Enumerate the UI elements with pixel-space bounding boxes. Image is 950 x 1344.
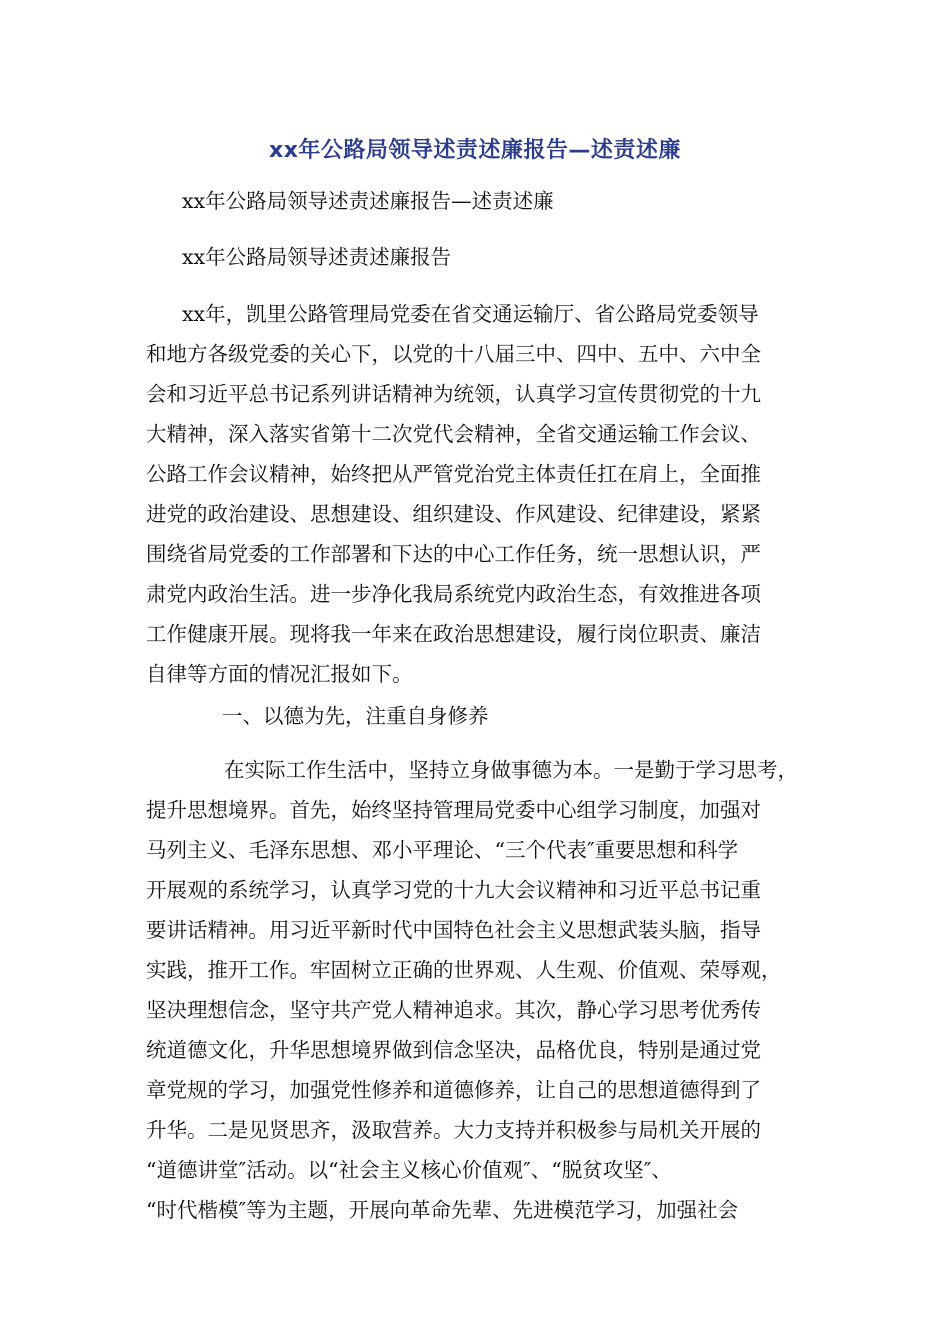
paragraph-line: “道德讲堂″活动。以“社会主义核心价值观″、“脱贫攻坚″、 bbox=[146, 1158, 672, 1182]
paragraph-intro bbox=[146, 294, 801, 694]
subtitle-line-2 bbox=[146, 237, 837, 277]
paragraph-line: 马列主义、毛泽东思想、邓小平理论、“三个代表″重要思想和科学 bbox=[146, 838, 739, 862]
document-title: xx年公路局领导述责述廉报告—述责述廉 bbox=[269, 138, 681, 163]
paragraph-line: 提升思想境界。首先，始终坚持管理局党委中心组学习制度，加强对 bbox=[146, 798, 761, 822]
paragraph-line: 章党规的学习，加强党性修养和道德修养，让自己的思想道德得到了 bbox=[146, 1078, 761, 1102]
paragraph-line: 坚决理想信念，坚守共产党人精神追求。其次，静心学习思考优秀传 bbox=[146, 998, 761, 1022]
paragraph-line: 升华。二是见贤思齐，汲取营养。大力支持并积极参与局机关开展的 bbox=[146, 1118, 761, 1142]
paragraph-line: xx年，凯里公路管理局党委在省交通运输厅、省公路局党委领导 bbox=[182, 302, 759, 326]
paragraph-line: 要讲话精神。用习近平新时代中国特色社会主义思想武装头脑，指导 bbox=[146, 918, 761, 942]
paragraph-line: 和地方各级党委的关心下，以党的十八届三中、四中、五中、六中全 bbox=[146, 342, 761, 366]
paragraph-line: 自律等方面的情况汇报如下。 bbox=[146, 662, 413, 686]
paragraph-line: 大精神，深入落实省第十二次党代会精神，全省交通运输工作会议、 bbox=[146, 422, 761, 446]
paragraph-line: 公路工作会议精神，始终把从严管党治党主体责任扛在肩上，全面推 bbox=[146, 462, 761, 486]
paragraph-line: “时代楷模″等为主题，开展向革命先辈、先进模范学习，加强社会 bbox=[146, 1198, 739, 1222]
paragraph-section-1 bbox=[146, 750, 801, 1230]
paragraph-line: 工作健康开展。现将我一年来在政治思想建设，履行岗位职责、廉洁 bbox=[146, 622, 761, 646]
paragraph-line: 围绕省局党委的工作部署和下达的中心工作任务，统一思想认识，严 bbox=[146, 542, 761, 566]
paragraph-line: 实践，推开工作。牢固树立正确的世界观、人生观、价值观、荣辱观， bbox=[146, 958, 782, 982]
paragraph-line: 统道德文化，升华思想境界做到信念坚决，品格优良，特别是通过党 bbox=[146, 1038, 761, 1062]
paragraph-line: 在实际工作生活中，坚持立身做事德为本。一是勤于学习思考， bbox=[224, 758, 798, 782]
section-heading-text: 一、以德为先，注重自身修养 bbox=[222, 704, 489, 728]
section-heading bbox=[146, 696, 877, 736]
paragraph-line: 会和习近平总书记系列讲话精神为统领，认真学习宣传贯彻党的十九 bbox=[146, 382, 761, 406]
paragraph-line: 肃党内政治生活。进一步净化我局系统党内政治生态，有效推进各项 bbox=[146, 582, 761, 606]
subtitle-text: xx年公路局领导述责述廉报告—述责述廉 bbox=[182, 189, 554, 213]
paragraph-line: 开展观的系统学习，认真学习党的十九大会议精神和习近平总书记重 bbox=[146, 878, 761, 902]
subtitle-line-1 bbox=[146, 181, 837, 221]
subtitle-text: xx年公路局领导述责述廉报告 bbox=[182, 245, 452, 269]
paragraph-line: 进党的政治建设、思想建设、组织建设、作风建设、纪律建设，紧紧 bbox=[146, 502, 761, 526]
